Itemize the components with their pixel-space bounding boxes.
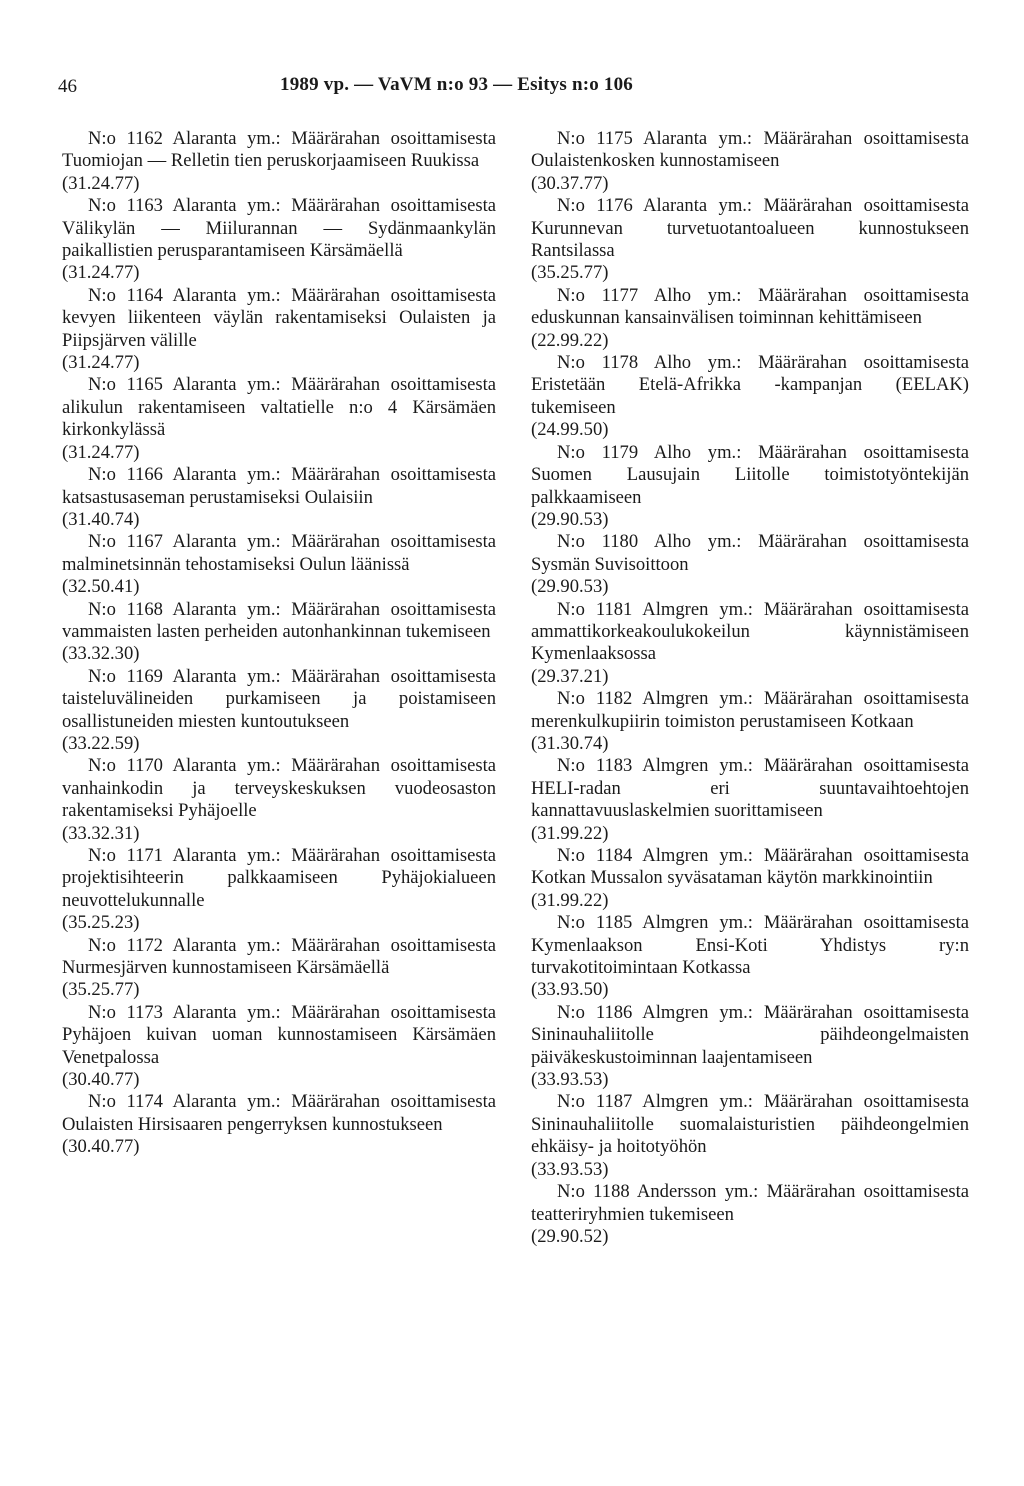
motion-text: N:o 1182 Almgren ym.: Määrärahan osoittamisesta merenkulkupiirin toimiston perustamiseen Kotkaan [531, 688, 969, 732]
motion-entry [62, 666, 496, 756]
budget-item-code: (22.99.22) [531, 329, 609, 351]
motion-entry [62, 1091, 496, 1158]
budget-item-code: (35.25.23) [62, 912, 140, 934]
left-column [62, 128, 496, 1159]
motion-entry [62, 285, 496, 375]
motion-text: N:o 1163 Alaranta ym.: Määrärahan osoittamisesta Välikylän — Miilurannan — Sydänmaankylän paikallistien perusparantamiseen Kärsämäellä [62, 195, 496, 262]
budget-item-code: (33.93.53) [531, 1158, 609, 1180]
budget-item-code: (29.90.53) [531, 508, 609, 530]
budget-item-code: (31.99.22) [531, 889, 609, 911]
motion-text: N:o 1185 Almgren ym.: Määrärahan osoittamisesta Kymenlaakson Ensi-Koti Yhdistys ry:n turvakotitoimintaan Kotkassa [531, 912, 969, 979]
motion-entry [531, 912, 969, 1002]
budget-item-code: (31.24.77) [62, 262, 140, 284]
budget-item-code: (29.90.53) [531, 576, 609, 598]
budget-item-code: (29.37.21) [531, 665, 609, 687]
motion-entry [531, 1181, 969, 1248]
budget-item-code: (31.24.77) [62, 441, 140, 463]
motion-entry [531, 442, 969, 532]
motion-text: N:o 1167 Alaranta ym.: Määrärahan osoittamisesta malminetsinnän tehostamiseksi Oulun läänissä [62, 531, 496, 575]
motion-text: N:o 1186 Almgren ym.: Määrärahan osoittamisesta Sininauhaliitolle päihdeongelmaisten päiväkeskustoiminnan laajentamiseen [531, 1001, 969, 1068]
motion-text: N:o 1171 Alaranta ym.: Määrärahan osoittamisesta projektisihteerin palkkaamiseen Pyhäjokialueen neuvottelukunnalle [62, 845, 496, 911]
motion-entry [531, 352, 969, 442]
running-title: 1989 vp. — VaVM n:o 93 — Esitys n:o 106 [280, 74, 634, 95]
page-number: 46 [58, 76, 77, 97]
right-column [531, 128, 969, 1248]
motion-text: N:o 1187 Almgren ym.: Määrärahan osoittamisesta Sininauhaliitolle suomalaisturistien päihdeongelmien ehkäisy- ja hoitotyöhön [531, 1091, 969, 1158]
motion-text: N:o 1165 Alaranta ym.: Määrärahan osoittamisesta alikulun rakentamiseen valtatielle n:o 4 Kärsämäen kirkonkylässä [62, 374, 496, 441]
motion-text: N:o 1168 Alaranta ym.: Määrärahan osoittamisesta vammaisten lasten perheiden autonhankinnan tukemiseen [62, 598, 496, 642]
budget-item-code: (35.25.77) [62, 979, 140, 1001]
budget-item-code: (33.32.30) [62, 643, 140, 665]
motion-text: N:o 1188 Andersson ym.: Määrärahan osoittamisesta teatteriryhmien tukemiseen [531, 1181, 969, 1225]
motion-text: N:o 1173 Alaranta ym.: Määrärahan osoittamisesta Pyhäjoen kuivan uoman kunnostamiseen Kärsämäen Venetpalossa [62, 1001, 496, 1068]
motion-text: N:o 1162 Alaranta ym.: Määrärahan osoittamisesta Tuomiojan — Relletin tien peruskorjaamiseen Ruukissa [62, 128, 496, 172]
motion-text: N:o 1175 Alaranta ym.: Määrärahan osoittamisesta Oulaistenkosken kunnostamiseen [531, 128, 969, 172]
motion-entry [62, 374, 496, 464]
motion-text: N:o 1169 Alaranta ym.: Määrärahan osoittamisesta taisteluvälineiden purkamiseen ja poistamiseen osallistuneiden miesten kuntoutukseen [62, 665, 496, 732]
motion-entry [62, 531, 496, 598]
motion-entry [531, 845, 969, 912]
motion-entry [531, 128, 969, 195]
motion-entry [531, 531, 969, 598]
budget-item-code: (32.50.41) [62, 576, 140, 598]
motion-entry [62, 464, 496, 531]
motion-entry [531, 1002, 969, 1092]
motion-entry [62, 845, 496, 935]
motion-text: N:o 1177 Alho ym.: Määrärahan osoittamisesta eduskunnan kansainvälisen toiminnan kehittämiseen [531, 284, 969, 329]
motion-entry [531, 285, 969, 352]
motion-text: N:o 1184 Almgren ym.: Määrärahan osoittamisesta Kotkan Mussalon syväsataman käytön markkinointiin [531, 845, 969, 889]
budget-item-code: (33.32.31) [62, 822, 140, 844]
motion-text: N:o 1172 Alaranta ym.: Määrärahan osoittamisesta Nurmesjärven kunnostamiseen Kärsämäellä [62, 934, 496, 979]
budget-item-code: (29.90.52) [531, 1225, 609, 1247]
motion-entry [62, 935, 496, 1002]
motion-text: N:o 1166 Alaranta ym.: Määrärahan osoittamisesta katsastusaseman perustamiseksi Oulaisiin [62, 464, 496, 508]
budget-item-code: (31.24.77) [62, 172, 140, 194]
budget-item-code: (31.24.77) [62, 352, 140, 374]
budget-item-code: (31.40.74) [62, 508, 140, 530]
motion-text: N:o 1180 Alho ym.: Määrärahan osoittamisesta Sysmän Suvisoittoon [531, 531, 969, 575]
page-header [0, 70, 1024, 100]
budget-item-code: (33.22.59) [62, 732, 140, 754]
motion-entry [62, 128, 496, 195]
motion-entry [62, 195, 496, 285]
motion-text: N:o 1164 Alaranta ym.: Määrärahan osoittamisesta kevyen liikenteen väylän rakentamiseksi Oulaisten ja Piipsjärven välille [62, 284, 496, 351]
budget-item-code: (31.30.74) [531, 732, 609, 754]
motion-entry [531, 755, 969, 845]
budget-item-code: (30.40.77) [62, 1069, 140, 1091]
budget-item-code: (33.93.50) [531, 979, 609, 1001]
motion-entry [531, 688, 969, 755]
budget-item-code: (35.25.77) [531, 262, 609, 284]
motion-text: N:o 1174 Alaranta ym.: Määrärahan osoittamisesta Oulaisten Hirsisaaren pengerryksen kunnostukseen [62, 1091, 496, 1135]
budget-item-code: (33.93.53) [531, 1069, 609, 1091]
motion-text: N:o 1170 Alaranta ym.: Määrärahan osoittamisesta vanhainkodin ja terveyskeskuksen vuodeosaston rakentamiseksi Pyhäjoelle [62, 755, 496, 822]
budget-item-code: (24.99.50) [531, 419, 609, 441]
budget-item-code: (30.40.77) [62, 1136, 140, 1158]
motion-text: N:o 1176 Alaranta ym.: Määrärahan osoittamisesta Kurunnevan turvetuotantoalueen kunnostukseen Rantsilassa [531, 195, 969, 262]
motion-text: N:o 1179 Alho ym.: Määrärahan osoittamisesta Suomen Lausujain Liitolle toimistotyöntekijän palkkaamiseen [531, 441, 969, 508]
motion-entry [531, 599, 969, 689]
budget-item-code: (30.37.77) [531, 172, 609, 194]
motion-entry [62, 599, 496, 666]
motion-entry [62, 755, 496, 845]
motion-text: N:o 1181 Almgren ym.: Määrärahan osoittamisesta ammattikorkeakoulukokeilun käynnistämiseen Kymenlaaksossa [531, 598, 969, 665]
motion-text: N:o 1178 Alho ym.: Määrärahan osoittamisesta Eristetään Etelä-Afrikka -kampanjan (EELAK) tukemiseen [531, 352, 969, 418]
motion-entry [531, 1091, 969, 1181]
motion-entry [62, 1002, 496, 1092]
motion-entry [531, 195, 969, 285]
motion-text: N:o 1183 Almgren ym.: Määrärahan osoittamisesta HELI-radan eri suuntavaihtoehtojen kannattavuuslaskelmien suorittamiseen [531, 755, 969, 822]
budget-item-code: (31.99.22) [531, 822, 609, 844]
